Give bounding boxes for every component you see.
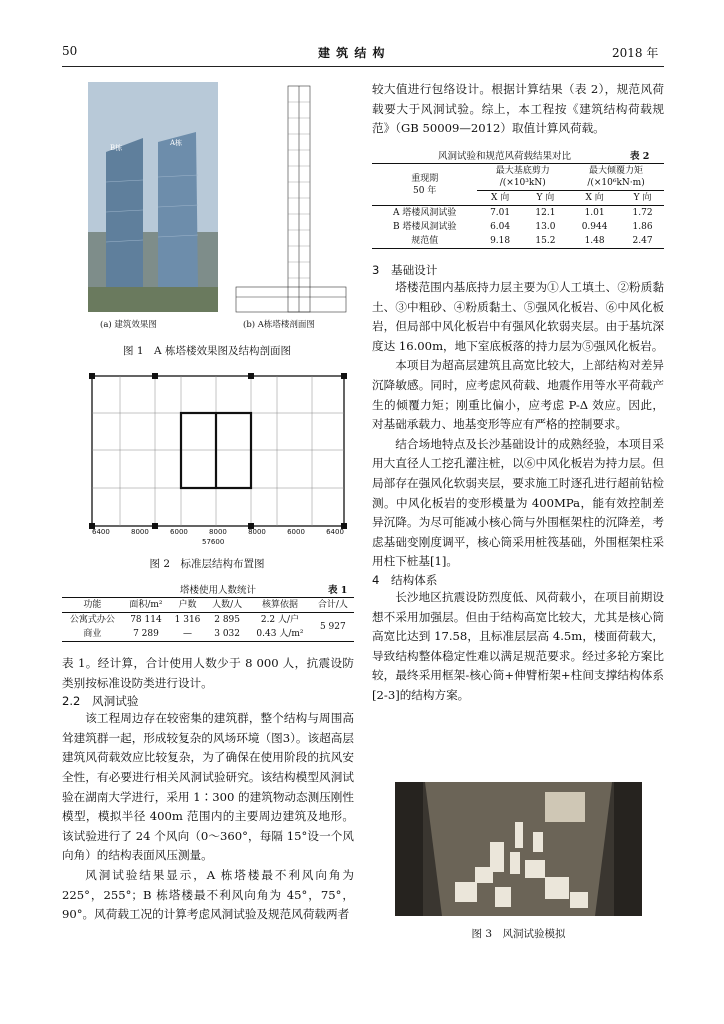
figure-1	[88, 82, 350, 324]
header-line: 重现期	[411, 173, 439, 184]
table-header	[477, 164, 568, 191]
dim-label: 8000	[248, 528, 266, 536]
table-cell-total: 5 927	[319, 622, 346, 632]
table-row	[372, 234, 664, 249]
table-cell: 2.2 人/户	[260, 615, 300, 625]
figure-3-caption: 图 3 风洞试验模拟	[471, 928, 566, 940]
table-1	[62, 597, 354, 642]
table-header	[372, 164, 477, 206]
table-2	[372, 163, 664, 249]
table-cell: 1.72	[632, 208, 653, 218]
figure-2-dims	[92, 528, 344, 536]
table-cell: 1 316	[174, 615, 201, 625]
table-header: X 向	[490, 193, 510, 203]
table-1-number: 表 1	[328, 585, 348, 596]
table-cell: A 塔楼风洞试验	[393, 208, 457, 218]
figure-3-photo	[395, 782, 642, 916]
table-cell: 78 114	[130, 615, 162, 625]
page-number: 50	[62, 44, 78, 58]
table-header: 功能	[83, 600, 102, 610]
paragraph: 本项目为超高层建筑且高宽比较大，上部结构对差异沉降敏感。同时，应考虑风荷载、地震作用等水平荷载产生的倾覆力矩；刚重比偏小，应考虑 P-Δ 效应。因此，对基础承载力、地基变形等应有严格的控制要求。	[372, 358, 664, 432]
table-row	[372, 206, 664, 221]
header-line: 最大倾覆力矩	[589, 166, 644, 176]
tower-b-label: B栋	[110, 144, 123, 152]
table-cell: 6.04	[490, 222, 511, 232]
table-2-title: 风洞试验和规范风荷载结果对比	[438, 151, 572, 162]
table-cell: 0.944	[581, 222, 608, 232]
paragraph: 长沙地区抗震设防烈度低、风荷载小，在项目前期设想不采用加强层。但由于结构高宽比较大，尤其是核心筒高宽比达到 17.58，且标准层层高 4.5m，楼面荷载大，导致结构整体稳定性难以满足规范要求。经过多轮方案比较，最终采用框架-核心筒+伸臂桁架+柱间支撑结构体系[2-3]的结构方案。	[372, 589, 664, 702]
left-column-text	[62, 654, 354, 925]
section-heading: 4 结构体系	[372, 572, 438, 587]
figure-2-graphic	[62, 368, 354, 550]
section-heading: 3 基础设计	[372, 263, 438, 277]
section-heading: 2.2 风洞试验	[62, 694, 139, 709]
figure-1b-label: (b) A栋塔楼剖面图	[243, 320, 315, 330]
header-line: /(×10³kN)	[499, 178, 546, 188]
table-header: X 向	[585, 193, 604, 203]
table-row	[62, 627, 354, 642]
dim-label: 6000	[170, 528, 188, 536]
table-header: 合计/人	[317, 600, 348, 610]
dim-label: 8000	[131, 528, 149, 536]
table-cell: 7.01	[490, 208, 511, 218]
table-cell: 规范值	[411, 236, 439, 246]
right-column-text	[372, 262, 664, 705]
table-cell: 9.18	[490, 236, 511, 246]
table-cell: B 塔楼风洞试验	[392, 222, 457, 232]
year: 2018 年	[612, 46, 659, 60]
table-header: 户数	[178, 600, 197, 610]
table-2-number: 表 2	[630, 151, 650, 162]
table-cell: 15.2	[535, 236, 556, 246]
paragraph: 较大值进行包络设计。根据计算结果（表 2），规范风荷载要大于风洞试验。综上，本工程按《建筑结构荷载规范》（GB 50009—2012）取值计算风荷载。	[372, 82, 664, 136]
table-cell: 1.86	[632, 222, 653, 232]
table-cell: 12.1	[535, 208, 556, 218]
table-header: Y 向	[536, 193, 555, 203]
tower-a-label: A栋	[170, 139, 183, 147]
table-header: Y 向	[633, 193, 652, 203]
figure-1-graphic	[88, 82, 350, 324]
journal-title: 建 筑 结 构	[318, 46, 386, 60]
dim-total: 57600	[202, 538, 225, 546]
paragraph: 塔楼范围内基底持力层主要为①人工填土、②粉质黏土、③中粗砂、④粉质黏土、⑤强风化板岩、⑥中风化板岩，但局部中风化板岩中有强风化软弱夹层。由于基坑深度达 16.00m，地下室底板落的持力层为⑤强风化板岩。	[372, 280, 664, 353]
table-cell: 7 289	[133, 629, 159, 639]
figure-2	[62, 368, 354, 550]
table-1-title: 塔楼使用人数统计	[180, 585, 257, 596]
table-header: 人数/人	[212, 600, 243, 610]
table-row	[62, 613, 354, 628]
table-header	[568, 164, 664, 191]
table-cell: 3 032	[214, 629, 240, 639]
table-cell: 1.48	[584, 236, 605, 246]
header-rule	[62, 66, 664, 67]
dim-label: 6000	[287, 528, 305, 536]
table-cell: 2 895	[214, 615, 240, 625]
table-cell: 0.43 人/m²	[256, 629, 304, 639]
table-header: 核算依据	[261, 600, 298, 610]
table-cell: 1.01	[584, 208, 605, 218]
table-cell: 商业	[83, 629, 102, 639]
table-cell: 公寓式办公	[69, 615, 115, 625]
paragraph: 表 1。经计算，合计使用人数少于 8 000 人，抗震设防类别按标准设防类进行设计。	[62, 656, 354, 690]
header-line: 最大基底剪力	[495, 166, 550, 176]
table-row	[372, 220, 664, 234]
table-cell: 13.0	[535, 222, 556, 232]
paragraph: 风洞试验结果显示，A 栋塔楼最不利风向角为225°，255°；B 栋塔楼最不利风向角为 45°，75°，90°。风荷载工况的计算考虑风洞试验及规范风荷载两者	[62, 867, 354, 922]
table-cell: —	[183, 629, 192, 639]
dim-label: 6400	[326, 528, 344, 536]
right-column-top	[372, 80, 664, 139]
table-header: 面积/m²	[129, 600, 163, 610]
figure-1-caption: 图 1 A 栋塔楼效果图及结构剖面图	[123, 345, 291, 357]
figure-2-caption: 图 2 标准层结构布置图	[149, 558, 265, 570]
dim-label: 6400	[92, 528, 110, 536]
figure-1a-label: (a) 建筑效果图	[100, 320, 157, 330]
paragraph: 该工程周边存在较密集的建筑群，整个结构与周围高耸建筑群一起，形成较复杂的风场环境（图3）。该超高层建筑风荷载效应比较复杂，为了确保在使用阶段的抗风安全性，有必要进行相关风洞试验研究。该结构模型风洞试验在湖南大学进行，采用 1∶300 的建筑物动态测压刚性模型，模拟半径 400m 范围内的主要周边建筑及地形。该试验进行了 24 个风向（0～360°，每隔 15°设一个风向角）的结构表面风压测量。	[62, 711, 354, 863]
figure-3	[395, 782, 642, 916]
header-line: /(×10⁶kN·m)	[587, 178, 645, 188]
header-line: 50 年	[413, 185, 437, 196]
paragraph: 结合场地特点及长沙基础设计的成熟经验，本项目采用大直径人工挖孔灌注桩，以⑥中风化板岩为持力层。但局部存在强风化软弱夹层，要求施工时逐孔进行超前钻检测。中风化板岩的变形模量为 400MPa，能有效控制差异沉降。为尽可能减小核心筒与外围框架柱的沉降差，考虑基础变刚度调平，核心筒采用桩筏基础，外围框架柱采用柱下桩基[1]。	[372, 436, 664, 569]
dim-label: 8000	[209, 528, 227, 536]
table-cell: 2.47	[632, 236, 653, 246]
